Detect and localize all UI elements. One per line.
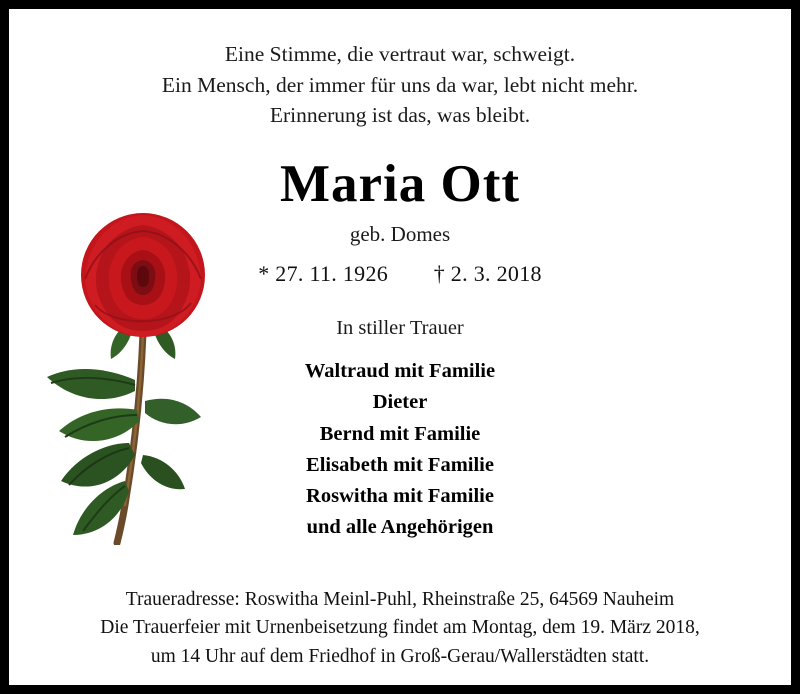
verse-line-3: Erinnerung ist das, was bleibt. [269,103,531,128]
mourning-block [35,317,765,543]
verse-line-1: Eine Stimme, die vertraut war, schweigt. [224,42,576,66]
footer-line-2: Die Trauerfeier mit Urnenbeisetzung findet am Montag, dem 19. März 2018, [100,617,700,639]
list-item: Waltraud mit Familie [304,360,496,383]
deceased-name: Maria Ott [279,154,521,213]
list-item: Bernd mit Familie [319,422,481,445]
mourning-intro: In stiller Trauer [336,317,464,340]
verse-block [35,39,765,131]
obituary-inner [9,9,791,685]
footer-block [9,586,791,671]
footer-line-1: Traueradresse: Roswitha Meinl-Puhl, Rheinstraße 25, 64569 Nauheim [125,589,675,611]
list-item: Elisabeth mit Familie [306,453,494,476]
name-block [35,154,765,288]
mourner-list [35,356,765,543]
birth-date: * 27. 11. 1926 [258,261,389,287]
list-item: Roswitha mit Familie [306,484,494,507]
death-date: † 2. 3. 2018 [433,261,542,287]
verse-line-2: Ein Mensch, der immer für uns da war, lebt nicht mehr. [161,72,639,97]
footer-line-3: um 14 Uhr auf dem Friedhof in Groß-Gerau/Wallerstädten statt. [150,645,650,667]
life-dates [35,261,765,287]
list-item: Dieter [372,391,428,414]
list-item: und alle Angehörigen [306,515,494,538]
maiden-name: geb. Domes [349,222,451,247]
